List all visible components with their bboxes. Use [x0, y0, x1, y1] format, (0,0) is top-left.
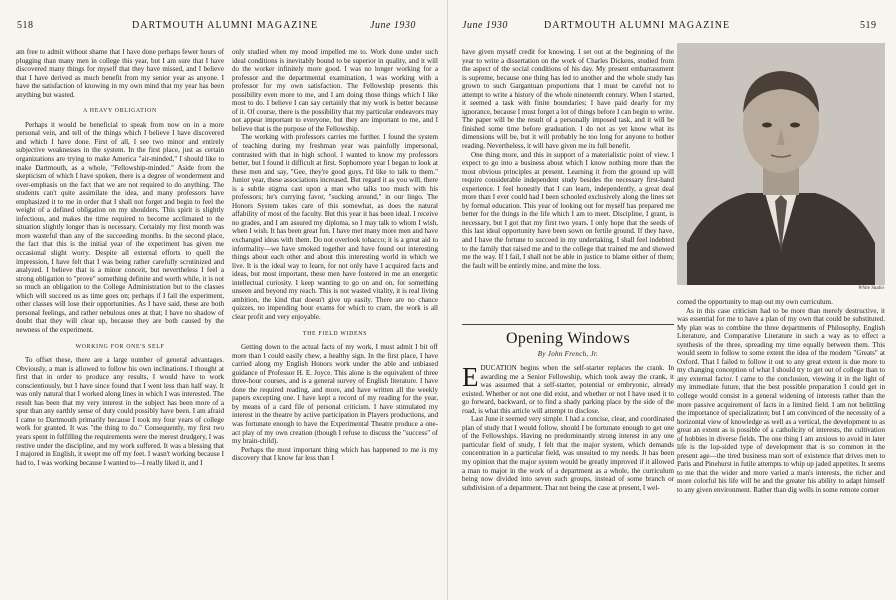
- paragraph: [462, 364, 674, 415]
- left-page-header: [0, 20, 448, 36]
- paragraph: As in this case criticism had to be more than merely destructive, it was essential for me to have a plan of my own that could be substituted. My plan was to combine the three departments of Philosophy, English Literature, and Comparative Literature in such a way as to effect a synthesis of the three, spreading my time equally between them. This would seem to follow to some extent the idea of the modern "Greats" at Oxford. That I failed to follow it out to any great extent is due more to my changing conception of what I should try to get out of college than to any external factor. I came to the conclusion, viewing it in the light of my immediate future, that the best possible preparation I could get in college would consist in a general widening of interests rather than the more passive acquirement of facts in a limited field. I am not belittling the importance of specialization; but I am convinced of the necessity of a horizontal view of knowledge as well as a vertical, the development to as great an extent as is possible of a catholicity of interests, the cultivation of hobbies in diverse fields. The one thing I am anxious to avoid in later life is the lop-sided type of development that is so common in the present age—the tired business man sort of existence that drives men to Paris and Pinehurst in futile attempts to whip up jaded appetites. It seems to me that the wider and more varied a man's interests, the richer and more colorful his life will be and the greater his ability to adapt himself to any given environment. Rather than dig wells in some remote corner: [677, 306, 885, 495]
- article-lead: DUCATION begins when the self-starter replaces the crank. In awarding me a Senior Fellowship, which took away the crank, it was assumed that a self-starter, potential or embryonic, already existed. Whether or not one did exist, and whether or not I have used it to go forward, backward, or to find a shady parking place by the side of the road, is what this article will attempt to disclose.: [462, 364, 674, 415]
- paragraph: To offset these, there are a large number of general advantages. Obviously, a man is allowed to follow his own inclinations. I thought at first that in order to produce any results, I would have to work conscientiously, but I have since found that I went less than half way. It was only natural that I worked along lines in which I was interested. The result has been that my very interest in the subject has been more of a spur than any earthly sense of duty could possibly have been. I am afraid I came to Dartmouth primarily because I took my four years of college work for granted. It was "the thing to do." Consequently, my first two years spent in fulfilling the requirements were the merest drudgery, I was restive under the discipline, and my work suffered. It was a blessing that I majored in English, it swept me off my feet. I wasn't working because I had to, I was working because I wanted to—I really liked it, and I: [16, 356, 224, 467]
- paragraph: am free to admit without shame that I have done perhaps fewer hours of plugging than many men in college this year, but I am sure that I have discovered many things for myself that they have missed, and I believe that I have derived as much benefit from my senior year as anyone. I have the satisfaction of knowing in my own mind that my year has been anything but wasted.: [16, 48, 224, 99]
- paragraph: Perhaps it would be beneficial to speak from now on in a more personal vein, and tell of the things which I believe I have discovered and which I have done. First of all, I see two minor and entirely subjective weaknesses in the system. In the first place, just as certain organizations are trying to make America "air-minded," I should like to make Dartmouth, as a whole, "Fellowship-minded." Aside from the skepticism of which I have spoken, there is a degree of wonderment and over-emphasis on the fact that we are not required to do anything. The students can't quite assimilate the idea, and many professors have emphasized it to me in order that I shall not forget and begin to feel the weight of a defined obligation on my shoulders. This spirit is slightly infectious, and makes the time required to become acclimated to the situation slightly longer than is necessary. Certainly my first month was more wasteful than any of the succeeding months. In the second place, the fact that this is the initial year of the experiment has given me occasional slight worry. Despite all external efforts to quell the impression, I have felt that I was being rather carefully scrutinized and analyzed. I believe that is a minor conceit, but nevertheless I feel a strong obligation to "prove" something definite and worth while, it is not so much an obligation to the College Administration but to the classes which will succeed us as time goes on; perhaps if I fail the experiment, other classes will lose their opportunities. As I have said, these are both personal feelings, and rather nebulous ones at that; I have no shadow of doubt that they will clear up, because they are both caused by the newness of the experiment.: [16, 120, 224, 334]
- issue-date-right: June 1930: [462, 20, 508, 31]
- right-column-2: [677, 298, 885, 596]
- portrait-illustration: [677, 43, 885, 285]
- running-head-left: DARTMOUTH ALUMNI MAGAZINE: [132, 20, 319, 31]
- paragraph: Perhaps the most important thing which has happened to me is my discovery that I know far less than I: [232, 445, 438, 463]
- article-byline: By John French, Jr.: [537, 350, 599, 358]
- left-column-1: [16, 48, 224, 596]
- paragraph: The working with professors carries me further. I found the system of teaching during my freshman year was painfully impersonal, contrasted with that in high school. I wanted to know my professors better, but I found it difficult at first. Sophomore year I began to look at these men and say, "Gee, they're good guys, I'd like to talk to them." Junior year, these associations increased. But regard it as you will, there is a subtle stigma cast upon a man who talks too much with his professors; he's currying favor, "sucking around," in our lingo. The Honors System takes care of this somewhat, as does the natural affability of most of the faculty. But this year it has been ideal. I receive no grades, and I am assured my diploma, so I may talk to whom I wish, when I wish. It has been great fun. I have met many more men and have exchanged ideas with them. Do not overlook tobacco; it is a great aid to informality—we have smoked together and have found out interesting things about each other and about this interesting world in which we live. It is the ideal way to learn, for not only have I acquired facts and ideas, but most important, these men have fostered in me an energetic intellectual curiosity. I keep wanting to go on and on, for something unseen and beyond my reach. This is not wasted vitality, it is real living ambition, the kind that doesn't give up easily. There are no chance quizzes, no impending hour exams for which to cram, the work is all clear profit and very enjoyable.: [232, 133, 438, 321]
- author-portrait-photo: [677, 43, 885, 285]
- right-page: [448, 0, 896, 600]
- section-heading: THE FIELD WIDENS: [302, 330, 368, 337]
- issue-date-left: June 1930: [370, 20, 416, 31]
- right-page-header: [448, 20, 896, 36]
- paragraph: comed the opportunity to map out my own curriculum.: [677, 298, 833, 306]
- paragraph: One thing more, and this in support of a materialistic point of view. I expect to go into a business about which I know nothing more than the most obvious principles at present. Learning it from the ground up will require considerable independent study besides the necessary first-hand experience. I feel honestly that I can learn, independently, a great deal more than I ever could had I been schooled exclusively along the lines set by formal education. This year of looking out for myself has prepared me better for the things in the life which I am to meet. Discipline, I grant, is necessary, but I got that my first two years. I only hope that the seeds of this last ideal opportunity have been sown on fertile ground. If they have, and I have the fortune to succeed in my undertaking, I shall feel indebted to the family that raised me and to the college that trained me and showed me the way. If I fail, I shall not be able in justice to blame either of them; the fault will be entirely mine, and mine the loss.: [462, 150, 674, 270]
- right-column-1-top: [462, 48, 674, 320]
- paragraph: have given myself credit for knowing. I set out at the beginning of the year to write a dissertation on the work of Charles Dickens, studied from the aspect of the social conditions of his day. My present embarrassment is supreme, because one thing has led to another and the whole study has grown to such Gargantuan proportions that I must be careful not to attempt to write a history of the whole nineteenth century. When I started, it seemed a task with finite boundaries; I have paid dearly for my ignorance, because I must forget a lot of things before I can begin to write. The paper will be the result of a personally imposed task, and it will be finished some time before graduation. I do not as yet know what its dimensions will be, but it will probably be too long for anyone to bother reading. Nevertheless, it will have given me its full benefit.: [462, 48, 674, 151]
- paragraph: Last June it seemed very simple. I had a concise, clear, and coordinated plan of study that I would follow, should I be fortunate enough to get one of the Fellowships. Having no predominantly strong interest in any one particular field of study, I felt that the major system, which demands concentration in a particular field, was unsuited to my needs. It has been my opinion that the major system would be greatly improved if it allowed a man to major in the work of a department as a whole, the curriculum being now divided into seven such groups, instead of some branch or subdivision of a department. That not being the case at present, I wel-: [462, 415, 674, 492]
- photo-credit: White Studio: [858, 286, 884, 291]
- page-number-left: 518: [17, 20, 34, 31]
- right-column-1-article: [462, 364, 674, 598]
- running-head-right: DARTMOUTH ALUMNI MAGAZINE: [544, 20, 731, 31]
- drop-cap: E: [462, 364, 479, 392]
- article-title: Opening Windows: [506, 330, 630, 347]
- article-rule: [462, 324, 674, 325]
- left-column-2: [232, 48, 438, 596]
- paragraph: Getting down to the actual facts of my work, I must admit I bit off more than I could easily chew, a healthy sign. In the first place, I have carried along my English Honors work under the able and unbiased guidance of Professor H. E. Joyce. This alone is the equivalent of three three-hour courses, and is a general survey of English literature. I have done the required reading, and more, and have written all the weekly papers excepting one. I have kept a record of my reading for the year, by means of a card file of personal criticism. I have stimulated my interest in the theatre by active participation in Players productions, and was fortunate enough to have the Experimental Theatre produce a one-act play of my own creation (though I refuse to discuss the "success" of my brain-child).: [232, 343, 438, 446]
- page-number-right: 519: [860, 20, 877, 31]
- paragraph: only studied when my mood impelled me to. Work done under such ideal conditions is inevitably bound to be superior in quality, and it will do the worker infinitely more good. I was no longer working for a professor and the departmental examination, I was working with a professor for my own satisfaction. The Fellowship presents this possibility even more to me, and I am doing those things which I like most to do. I believe I can say certainly that my work is better because of it. Of course, there is the possibility that my particular endeavors may not appear important to everyone, but they are important to me, and I believe that is the purpose of the Fellowship.: [232, 48, 438, 133]
- section-heading: WORKING FOR ONE'S SELF: [75, 343, 165, 350]
- section-heading: A HEAVY OBLIGATION: [83, 108, 157, 115]
